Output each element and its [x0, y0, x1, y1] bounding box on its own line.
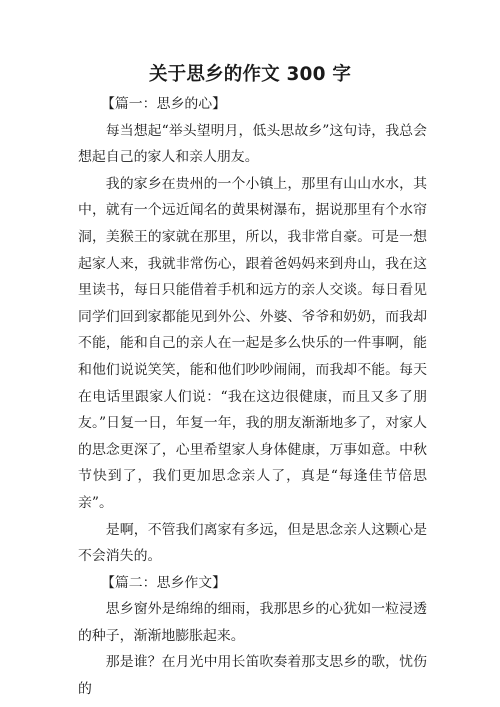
section-heading-1: 【篇一：思乡的心】: [101, 96, 227, 112]
body-paragraph: 那是谁？在月光中用长笛吹奏着那支思乡的歌，忧伤的: [78, 654, 427, 698]
body-paragraph: 我的家乡在贵州的一个小镇上，那里有山山水水，其中，就有一个远近闻名的黄果树瀑布，据说那里有个水帘洞，美猴王的家就在那里，所以，我非常自豪。可是一想起家人来，我就非常伤心，跟着爸妈妈来到舟山，我在这里读书，每日只能借着手机和远方的亲人交谈。每日看见同学们回到家都能见到外公、外婆、爷爷和奶奶，而我却不能，能和自己的亲人在一起是多么快乐的一件事啊，能和他们说说笑笑，能和他们吵吵闹闹，而我却不能。每天在电话里跟家人们说：“我在这边很健康，而且又多了朋友。”日复一日，年复一年，我的朋友渐渐地多了，对家人的思念更深了，心里希望家人身体健康，万事如意。中秋节快到了，我们更加思念亲人了，真是“每逢佳节倍思亲”。: [78, 175, 427, 511]
body-paragraph: 是啊，不管我们离家有多远，但是思念亲人这颗心是不会消失的。: [78, 521, 427, 565]
section-heading-2: 【篇二：思乡作文】: [101, 574, 227, 591]
body-paragraph: 每当想起“举头望明月，低头思故乡”这句诗，我总会想起自己的家人和亲人朋友。: [78, 122, 427, 166]
body-paragraph: 思乡窗外是绵绵的细雨，我那思乡的心犹如一粒浸透的种子，渐渐地膨胀起来。: [78, 601, 427, 644]
document-body: [78, 91, 427, 703]
document-title: 关于思乡的作文 300 字: [148, 64, 352, 85]
